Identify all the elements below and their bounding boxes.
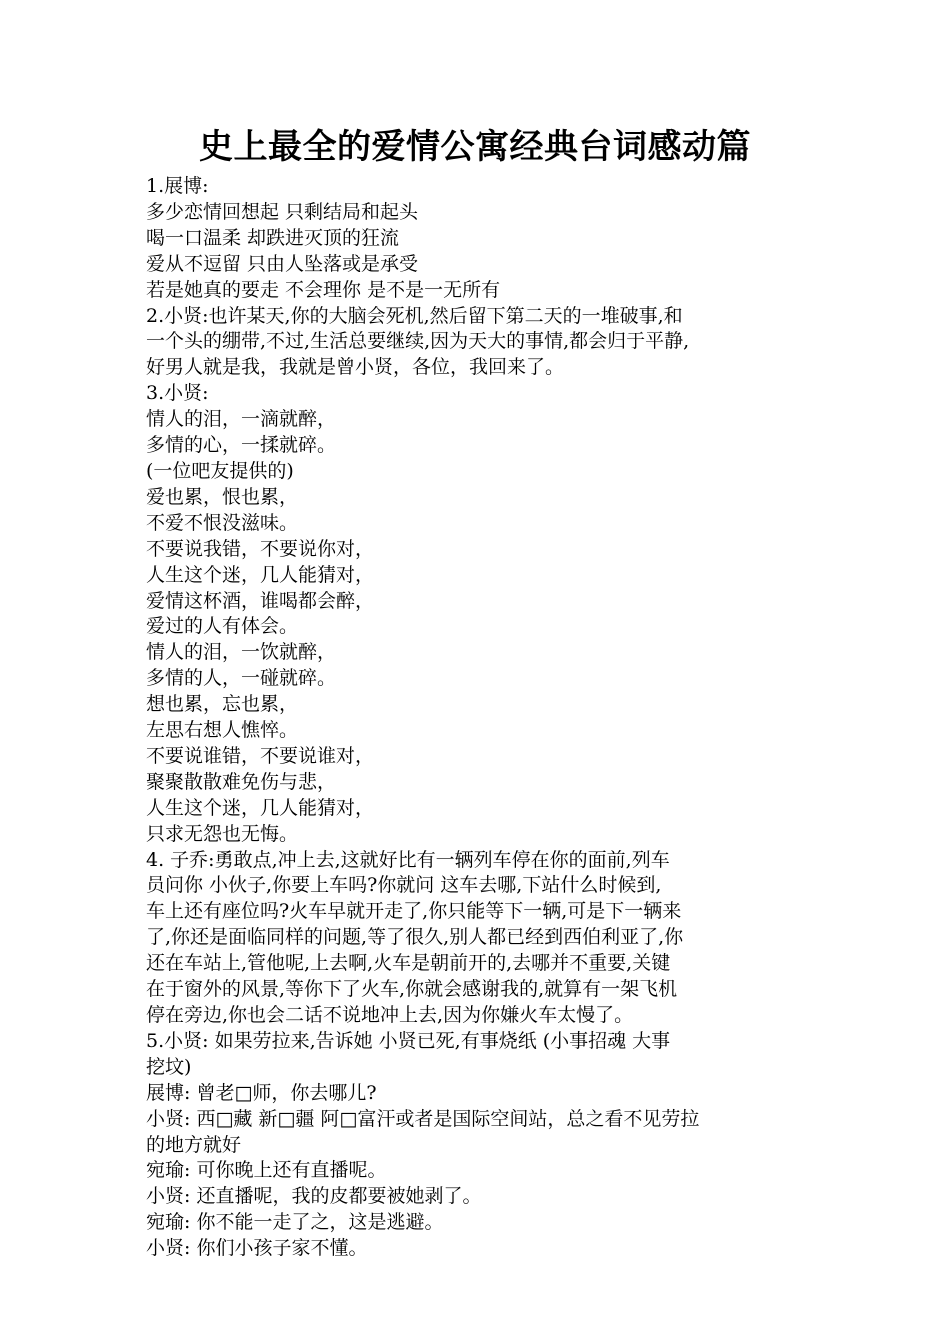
text-line: 小贤: 还直播呢，我的皮都要被她剥了。 (146, 1185, 482, 1208)
text-line: 1.展博: (146, 175, 209, 197)
text-line: 情人的泪，一饮就醉， (146, 641, 337, 664)
text-line: 停在旁边,你也会二话不说地冲上去,因为你嫌火车太慢了。 (146, 1004, 634, 1026)
text-line: 左思右想人憔悴。 (146, 719, 299, 742)
text-line: 还在车站上,管他呢,上去啊,火车是朝前开的,去哪并不重要,关键 (146, 952, 671, 975)
text-line: 4. 子乔:勇敢点,冲上去,这就好比有一辆列车停在你的面前,列车 (146, 848, 670, 871)
document-body (146, 174, 810, 1262)
text-line: 爱也累，恨也累， (146, 485, 299, 508)
text-line: 在于窗外的风景,等你下了火车,你就会感谢我的,就算有一架飞机 (146, 978, 678, 1001)
text-line: 一个头的绷带,不过,生活总要继续,因为天大的事情,都会归于平静, (146, 330, 690, 353)
text-line: 不爱不恨没滋味。 (146, 511, 299, 534)
text-line: 想也累，忘也累， (146, 693, 299, 716)
text-line: 3.小贤: (146, 382, 209, 405)
text-line: 挖坟) (146, 1055, 192, 1078)
text-line: 不要说谁错，不要说谁对， (146, 744, 375, 767)
text-line: 多情的人，一碰就碎。 (146, 667, 337, 690)
text-line: 喝一口温柔 却跌进灭顶的狂流 (146, 226, 400, 249)
text-line: 爱从不逗留 只由人坠落或是承受 (146, 252, 419, 275)
text-line: 的地方就好 (146, 1133, 242, 1156)
text-line: 聚聚散散难免伤与悲， (146, 770, 337, 793)
text-line: 多少恋情回想起 只剩结局和起头 (146, 200, 419, 223)
text-line: 只求无怨也无悔。 (146, 822, 299, 845)
text-line: 5.小贤: 如果劳拉来,告诉她 小贤已死,有事烧纸 (小事招魂 大事 (146, 1029, 671, 1052)
text-line: 情人的泪，一滴就醉， (146, 408, 337, 431)
text-line: 宛瑜: 可你晚上还有直播呢。 (146, 1159, 387, 1182)
text-line: 人生这个迷，几人能猜对， (146, 563, 375, 586)
text-line: 小贤: 西□藏 新□疆 阿□富汗或者是国际空间站，总之看不见劳拉 (146, 1107, 700, 1130)
text-line: 多情的心，一揉就碎。 (146, 434, 337, 457)
text-line: 展博: 曾老□师，你去哪儿? (146, 1081, 377, 1104)
text-line: 小贤: 你们小孩子家不懂。 (146, 1237, 368, 1260)
text-line: 好男人就是我，我就是曾小贤，各位，我回来了。 (146, 356, 565, 379)
text-line: 若是她真的要走 不会理你 是不是一无所有 (146, 278, 501, 301)
text-line: 车上还有座位吗?火车早就开走了,你只能等下一辆,可是下一辆来 (146, 900, 682, 923)
text-line: 不要说我错，不要说你对， (146, 537, 375, 560)
text-line: 了,你还是面临同样的问题,等了很久,别人都已经到西伯利亚了,你 (146, 926, 684, 949)
text-line: 2.小贤:也许某天,你的大脑会死机,然后留下第二天的一堆破事,和 (146, 304, 683, 327)
text-line: 人生这个迷，几人能猜对， (146, 796, 375, 819)
document-title: 史上最全的爱情公寓经典台词感动篇 (199, 127, 751, 167)
text-line: 爱情这杯酒，谁喝都会醉， (146, 589, 375, 612)
text-line: (一位吧友提供的) (146, 459, 294, 482)
text-line: 宛瑜: 你不能一走了之，这是逃避。 (146, 1211, 444, 1234)
text-line: 爱过的人有体会。 (146, 615, 299, 638)
text-line: 员问你 小伙子,你要上车吗?你就问 这车去哪,下站什么时候到, (146, 874, 662, 897)
